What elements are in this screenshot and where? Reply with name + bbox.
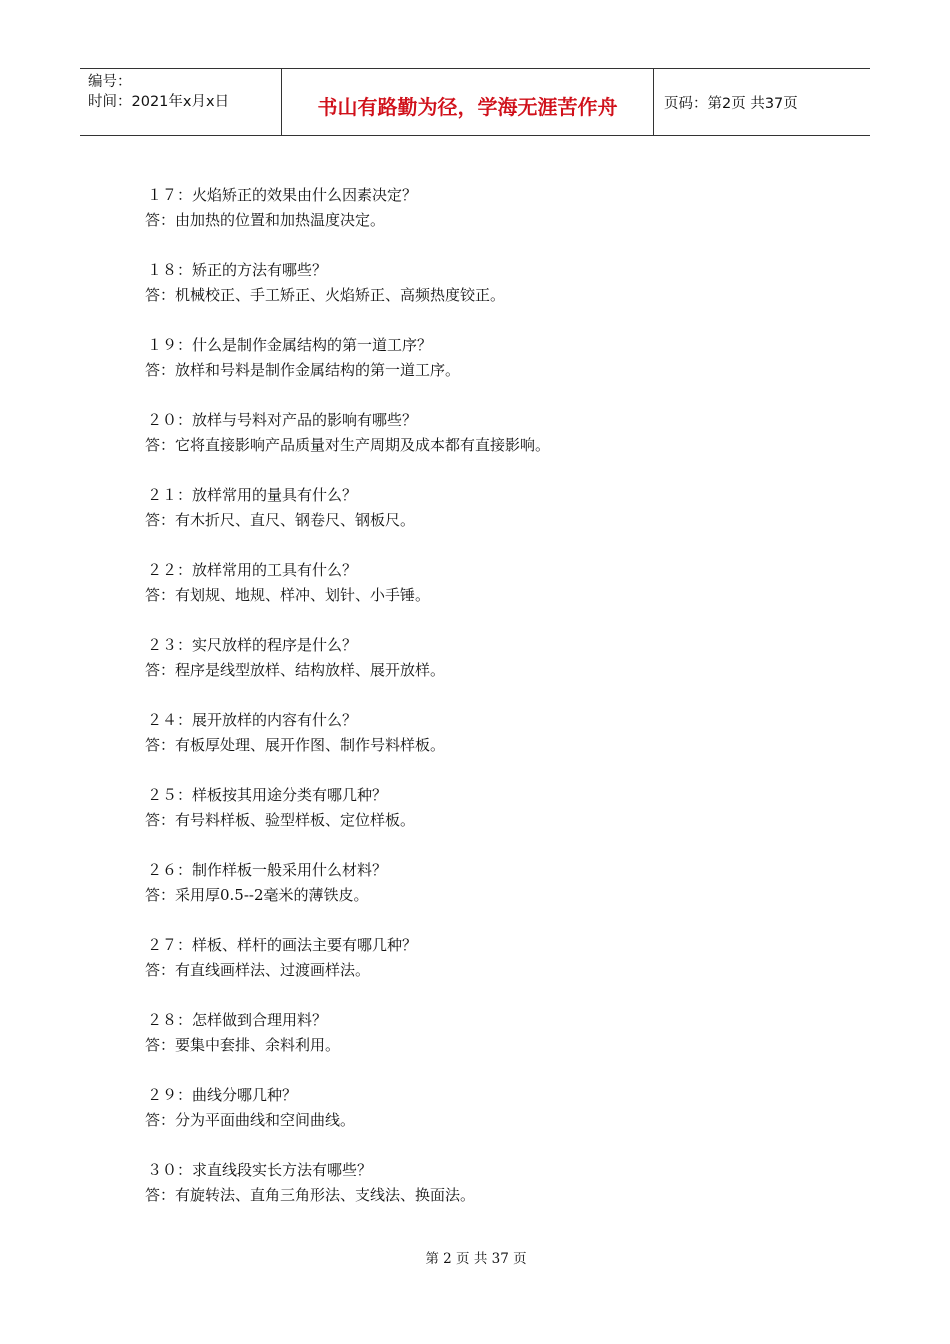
header-meta — [80, 69, 282, 135]
question-text: ２１：放样常用的量具有什么？ — [147, 486, 358, 504]
answer-text: 答：有板厚处理、展开作图、制作号料样板。 — [145, 736, 446, 754]
answer-text: 答：有直线画样法、过渡画样法。 — [145, 961, 371, 979]
qa-item — [145, 183, 825, 258]
page-footer — [0, 1247, 950, 1267]
qa-item — [145, 633, 825, 708]
answer-text: 答：机械校正、手工矫正、火焰矫正、高频热度铰正。 — [145, 286, 506, 304]
footer-page-number: 第 2 页 共 37 页 — [425, 1251, 527, 1267]
answer-text: 答：有号料样板、验型样板、定位样板。 — [145, 811, 416, 829]
answer-text: 答：有划规、地规、样冲、划针、小手锤。 — [145, 586, 431, 604]
question-text: ２４：展开放样的内容有什么？ — [147, 711, 358, 729]
answer-text: 答：要集中套排、余料利用。 — [145, 1036, 341, 1054]
qa-item — [145, 933, 825, 1008]
question-text: ２５：样板按其用途分类有哪几种？ — [147, 786, 388, 804]
answer-text: 答：有旋转法、直角三角形法、支线法、换面法。 — [145, 1186, 476, 1204]
page-header — [80, 68, 870, 136]
question-text: ２９：曲线分哪几种？ — [147, 1086, 298, 1104]
qa-item — [145, 1008, 825, 1083]
answer-text: 答：有木折尺、直尺、钢卷尺、钢板尺。 — [145, 511, 416, 529]
qa-item — [145, 408, 825, 483]
question-text: １９：什么是制作金属结构的第一道工序？ — [147, 336, 433, 354]
header-motto: 书山有路勤为径，学海无涯苦作舟 — [282, 69, 654, 135]
question-text: １８：矫正的方法有哪些？ — [147, 261, 328, 279]
document-number-label: 编号： — [88, 74, 132, 90]
qa-item — [145, 333, 825, 408]
answer-text: 答：放样和号料是制作金属结构的第一道工序。 — [145, 361, 461, 379]
answer-text: 答：由加热的位置和加热温度决定。 — [145, 211, 386, 229]
question-text: ２２：放样常用的工具有什么？ — [147, 561, 358, 579]
answer-text: 答：它将直接影响产品质量对生产周期及成本都有直接影响。 — [145, 436, 551, 454]
qa-item — [145, 558, 825, 633]
qa-item — [145, 708, 825, 783]
qa-item — [145, 1158, 825, 1233]
qa-item — [145, 858, 825, 933]
qa-item — [145, 783, 825, 858]
question-text: ２７：样板、样杆的画法主要有哪几种？ — [147, 936, 418, 954]
question-text: ２６：制作样板一般采用什么材料？ — [147, 861, 388, 879]
qa-item — [145, 1083, 825, 1158]
qa-item — [145, 483, 825, 558]
question-text: ２３：实尺放样的程序是什么？ — [147, 636, 358, 654]
header-page-number: 页码：第2页 共37页 — [664, 95, 798, 112]
answer-text: 答：分为平面曲线和空间曲线。 — [145, 1111, 356, 1129]
answer-text: 答：采用厚0.5--2毫米的薄铁皮。 — [145, 886, 369, 904]
question-text: ３０：求直线段实长方法有哪些？ — [147, 1161, 373, 1179]
question-text: ２０：放样与号料对产品的影响有哪些？ — [147, 411, 418, 429]
document-date: 时间：2021年x月x日 — [88, 94, 230, 110]
question-text: １７：火焰矫正的效果由什么因素决定？ — [147, 186, 418, 204]
qa-item — [145, 258, 825, 333]
qa-list — [145, 183, 825, 1233]
question-text: ２８：怎样做到合理用料？ — [147, 1011, 328, 1029]
answer-text: 答：程序是线型放样、结构放样、展开放样。 — [145, 661, 446, 679]
